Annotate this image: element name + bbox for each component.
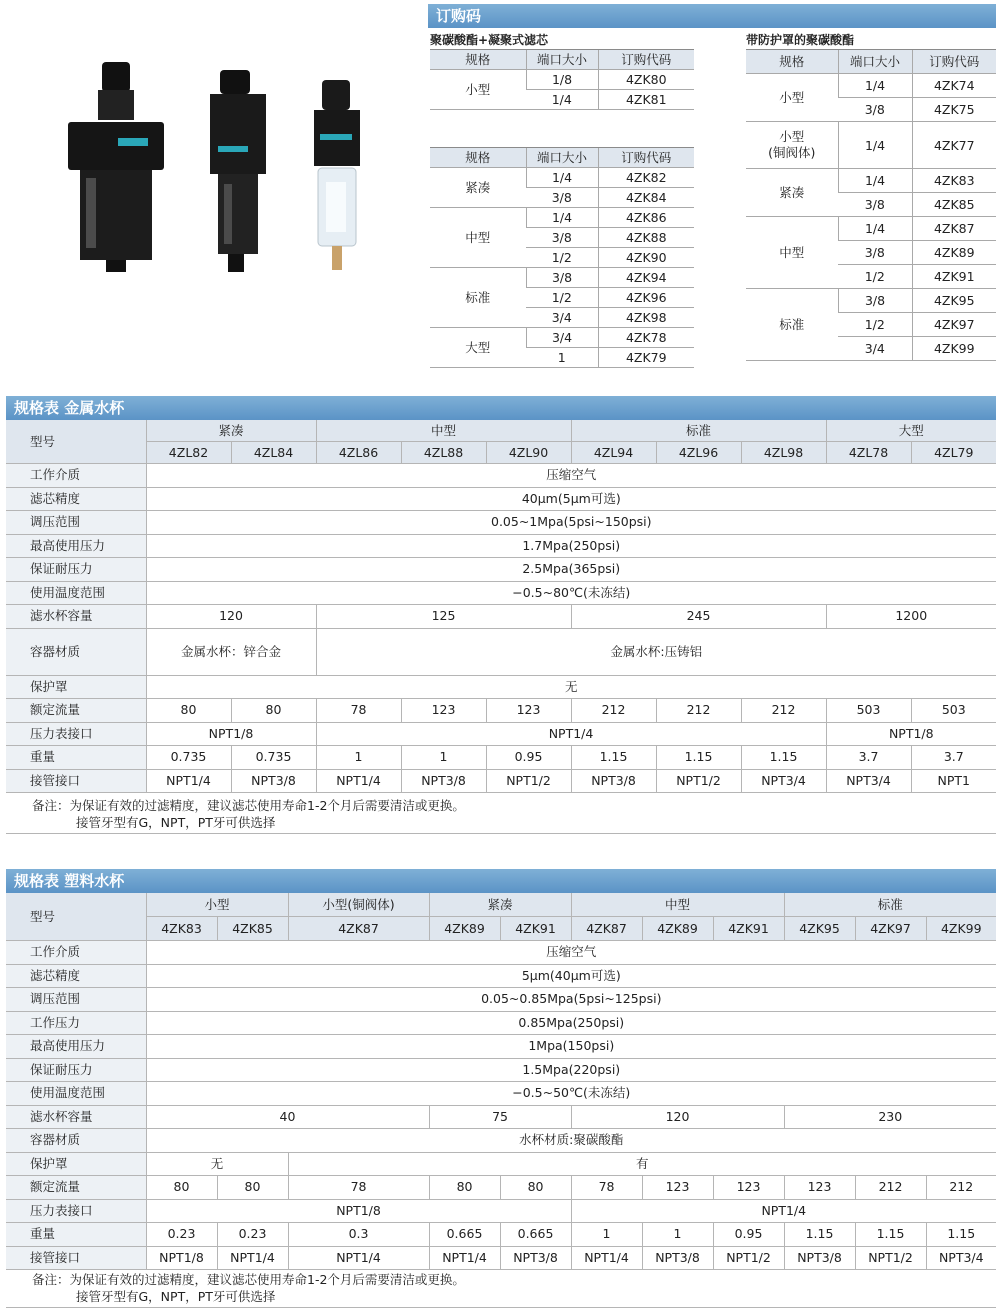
port-cell: 1/4 bbox=[838, 169, 912, 193]
row-value: 80 bbox=[500, 1176, 571, 1200]
row-guard bbox=[6, 1152, 996, 1176]
order-table-guarded bbox=[746, 49, 996, 361]
port-cell: 3/4 bbox=[526, 328, 598, 348]
port-cell: 1/2 bbox=[838, 313, 912, 337]
row-label: 保护罩 bbox=[6, 675, 146, 699]
row-value: NPT1/8 bbox=[146, 1199, 571, 1223]
note-line-1: 备注：为保证有效的过滤精度，建议滤芯使用寿命1-2个月后需要清洁或更换。 bbox=[32, 1272, 465, 1287]
row-label: 重量 bbox=[6, 1223, 146, 1247]
row-port bbox=[6, 1246, 996, 1270]
row-label: 最高使用压力 bbox=[6, 534, 146, 558]
group-label: 紧凑 bbox=[430, 168, 526, 208]
row-value: NPT3/8 bbox=[231, 769, 316, 793]
row-value: 1.15 bbox=[926, 1223, 996, 1247]
plastic-spec-title: 规格表 塑料水杯 bbox=[14, 872, 125, 890]
row-label: 接管接口 bbox=[6, 1246, 146, 1270]
row-port bbox=[6, 769, 996, 793]
row-material bbox=[6, 1129, 996, 1153]
row-value: NPT3/4 bbox=[926, 1246, 996, 1270]
model-cell: 4ZK91 bbox=[500, 917, 571, 941]
order-code-header bbox=[428, 4, 996, 28]
product-photo-filter-clear bbox=[308, 78, 368, 276]
model-cell: 4ZK85 bbox=[217, 917, 288, 941]
header-code: 订购代码 bbox=[598, 50, 694, 70]
metal-spec-table bbox=[6, 420, 996, 793]
row-value: 78 bbox=[316, 699, 401, 723]
port-cell: 1/8 bbox=[526, 70, 598, 90]
group-header-row bbox=[6, 420, 996, 442]
row-capacity bbox=[6, 1105, 996, 1129]
table-row bbox=[746, 74, 996, 98]
row-value: 无 bbox=[146, 675, 996, 699]
model-cell: 4ZL78 bbox=[826, 442, 911, 464]
port-cell: 3/8 bbox=[838, 193, 912, 217]
model-cell: 4ZK95 bbox=[784, 917, 855, 941]
port-cell: 3/8 bbox=[526, 228, 598, 248]
group-header-row bbox=[6, 893, 996, 917]
row-value: 0.05~0.85Mpa(5psi~125psi) bbox=[146, 988, 996, 1012]
metal-spec-title: 规格表 金属水杯 bbox=[14, 399, 125, 417]
code-cell: 4ZK89 bbox=[912, 241, 996, 265]
model-cell: 4ZK83 bbox=[146, 917, 217, 941]
table-row bbox=[746, 169, 996, 193]
row-value: 123 bbox=[713, 1176, 784, 1200]
row-value: 212 bbox=[741, 699, 826, 723]
code-cell: 4ZK97 bbox=[912, 313, 996, 337]
product-photo-filter-medium bbox=[198, 68, 278, 276]
order-table-sizes bbox=[430, 147, 694, 368]
model-cell: 4ZK87 bbox=[288, 917, 429, 941]
row-label: 额定流量 bbox=[6, 1176, 146, 1200]
code-cell: 4ZK91 bbox=[912, 265, 996, 289]
group-compact: 紧凑 bbox=[146, 420, 316, 442]
header-port: 端口大小 bbox=[526, 148, 598, 168]
model-cell: 4ZL88 bbox=[401, 442, 486, 464]
code-cell: 4ZK99 bbox=[912, 337, 996, 361]
group-compact: 紧凑 bbox=[429, 893, 571, 917]
group-label: 紧凑 bbox=[746, 169, 838, 217]
row-value: 0.85Mpa(250psi) bbox=[146, 1011, 996, 1035]
code-cell: 4ZK86 bbox=[598, 208, 694, 228]
code-cell: 4ZK85 bbox=[912, 193, 996, 217]
row-value: 0.23 bbox=[217, 1223, 288, 1247]
row-value: 3.7 bbox=[911, 746, 996, 770]
row-value: 0.665 bbox=[429, 1223, 500, 1247]
row-value: NPT3/8 bbox=[401, 769, 486, 793]
header-spec: 规格 bbox=[430, 50, 526, 70]
row-flow bbox=[6, 699, 996, 723]
row-value: 80 bbox=[146, 1176, 217, 1200]
table-row bbox=[746, 217, 996, 241]
metal-spec-header bbox=[6, 396, 996, 420]
row-value: 金属水杯：锌合金 bbox=[146, 628, 316, 675]
row-value: 2.5Mpa(365psi) bbox=[146, 558, 996, 582]
group-label: 大型 bbox=[430, 328, 526, 368]
model-cell: 4ZK89 bbox=[429, 917, 500, 941]
port-cell: 3/8 bbox=[838, 98, 912, 122]
row-value: −0.5~80℃(未冻结) bbox=[146, 581, 996, 605]
port-cell: 1/4 bbox=[526, 168, 598, 188]
table-row bbox=[430, 208, 694, 228]
row-value: 无 bbox=[146, 1152, 288, 1176]
code-cell: 4ZK79 bbox=[598, 348, 694, 368]
table-row bbox=[746, 122, 996, 169]
code-cell: 4ZK80 bbox=[598, 70, 694, 90]
code-cell: 4ZK74 bbox=[912, 74, 996, 98]
port-cell: 1/2 bbox=[838, 265, 912, 289]
port-cell: 1/2 bbox=[526, 248, 598, 268]
row-value: 503 bbox=[826, 699, 911, 723]
group-medium: 中型 bbox=[316, 420, 571, 442]
row-value: 123 bbox=[486, 699, 571, 723]
row-value: NPT1/4 bbox=[316, 722, 826, 746]
row-label: 额定流量 bbox=[6, 699, 146, 723]
model-cell: 4ZK91 bbox=[713, 917, 784, 941]
row-value: 1 bbox=[316, 746, 401, 770]
row-proof-pressure bbox=[6, 1058, 996, 1082]
group-label: 标准 bbox=[430, 268, 526, 328]
row-value: 1.15 bbox=[855, 1223, 926, 1247]
row-value: 1.15 bbox=[571, 746, 656, 770]
row-value: 有 bbox=[288, 1152, 996, 1176]
row-label: 调压范围 bbox=[6, 511, 146, 535]
model-row bbox=[6, 917, 996, 941]
row-label: 最高使用压力 bbox=[6, 1035, 146, 1059]
row-range bbox=[6, 511, 996, 535]
group-standard: 标准 bbox=[571, 420, 826, 442]
table-header-row bbox=[430, 50, 694, 70]
model-cell: 4ZL98 bbox=[741, 442, 826, 464]
row-medium bbox=[6, 941, 996, 965]
group-label: 中型 bbox=[430, 208, 526, 268]
note-line-1: 备注：为保证有效的过滤精度，建议滤芯使用寿命1-2个月后需要清洁或更换。 bbox=[32, 798, 465, 813]
row-value: 水杯材质:聚碳酸酯 bbox=[146, 1129, 996, 1153]
port-cell: 1/4 bbox=[526, 208, 598, 228]
row-value: 0.95 bbox=[713, 1223, 784, 1247]
row-value: NPT3/8 bbox=[571, 769, 656, 793]
row-value: 40 bbox=[146, 1105, 429, 1129]
port-cell: 3/4 bbox=[838, 337, 912, 361]
row-value: 1.7Mpa(250psi) bbox=[146, 534, 996, 558]
divider bbox=[6, 833, 996, 834]
row-value: 120 bbox=[146, 605, 316, 629]
model-cell: 4ZL90 bbox=[486, 442, 571, 464]
model-label: 型号 bbox=[6, 893, 146, 941]
row-gauge bbox=[6, 722, 996, 746]
row-temperature bbox=[6, 1082, 996, 1106]
order-code-left-subtitle: 聚碳酸酯+凝聚式滤芯 bbox=[430, 33, 549, 47]
port-cell: 1/4 bbox=[838, 74, 912, 98]
divider bbox=[6, 1307, 996, 1308]
note-line-2: 接管牙型有G，NPT，PT牙可供选择 bbox=[76, 1289, 276, 1304]
row-value: 1 bbox=[642, 1223, 713, 1247]
code-cell: 4ZK77 bbox=[912, 122, 996, 169]
table-header-row bbox=[746, 50, 996, 74]
code-cell: 4ZK98 bbox=[598, 308, 694, 328]
row-value: 1.15 bbox=[784, 1223, 855, 1247]
row-value: NPT1/4 bbox=[571, 1199, 996, 1223]
row-guard bbox=[6, 675, 996, 699]
row-value: 压缩空气 bbox=[146, 464, 996, 488]
row-value: 503 bbox=[911, 699, 996, 723]
row-value: 金属水杯:压铸铝 bbox=[316, 628, 996, 675]
row-label: 滤芯精度 bbox=[6, 964, 146, 988]
group-label: 小型 bbox=[430, 70, 526, 110]
group-medium: 中型 bbox=[571, 893, 784, 917]
row-value: NPT1/4 bbox=[316, 769, 401, 793]
row-medium bbox=[6, 464, 996, 488]
model-cell: 4ZL82 bbox=[146, 442, 231, 464]
plastic-spec-table bbox=[6, 893, 996, 1270]
row-value: NPT1/2 bbox=[855, 1246, 926, 1270]
group-label: 中型 bbox=[746, 217, 838, 289]
row-value: 123 bbox=[401, 699, 486, 723]
row-label: 使用温度范围 bbox=[6, 1082, 146, 1106]
header-port: 端口大小 bbox=[838, 50, 912, 74]
row-value: 1.15 bbox=[656, 746, 741, 770]
header-code: 订购代码 bbox=[598, 148, 694, 168]
order-code-right-subtitle: 带防护罩的聚碳酸酯 bbox=[746, 33, 855, 47]
model-cell: 4ZK87 bbox=[571, 917, 642, 941]
table-row bbox=[430, 168, 694, 188]
group-small: 小型 bbox=[146, 893, 288, 917]
row-value: NPT3/8 bbox=[642, 1246, 713, 1270]
row-value: NPT3/4 bbox=[741, 769, 826, 793]
row-value: NPT3/8 bbox=[784, 1246, 855, 1270]
row-value: 80 bbox=[231, 699, 316, 723]
row-value: NPT1/8 bbox=[146, 1246, 217, 1270]
header-code: 订购代码 bbox=[912, 50, 996, 74]
row-precision bbox=[6, 487, 996, 511]
row-value: 1 bbox=[571, 1223, 642, 1247]
order-table-small bbox=[430, 49, 694, 110]
code-cell: 4ZK96 bbox=[598, 288, 694, 308]
row-value: NPT3/8 bbox=[500, 1246, 571, 1270]
header-spec: 规格 bbox=[430, 148, 526, 168]
row-value: NPT1/4 bbox=[571, 1246, 642, 1270]
port-cell: 1 bbox=[526, 348, 598, 368]
row-proof-pressure bbox=[6, 558, 996, 582]
code-cell: 4ZK83 bbox=[912, 169, 996, 193]
row-label: 压力表接口 bbox=[6, 1199, 146, 1223]
group-label bbox=[746, 122, 838, 169]
row-value: 212 bbox=[926, 1176, 996, 1200]
row-label: 滤水杯容量 bbox=[6, 1105, 146, 1129]
row-value: 78 bbox=[571, 1176, 642, 1200]
port-cell: 1/4 bbox=[838, 122, 912, 169]
note-line-2: 接管牙型有G，NPT，PT牙可供选择 bbox=[76, 815, 276, 830]
code-cell: 4ZK94 bbox=[598, 268, 694, 288]
row-value: NPT1/2 bbox=[713, 1246, 784, 1270]
row-value: 1.5Mpa(220psi) bbox=[146, 1058, 996, 1082]
row-value: 40μm(5μm可选) bbox=[146, 487, 996, 511]
row-temperature bbox=[6, 581, 996, 605]
model-cell: 4ZL94 bbox=[571, 442, 656, 464]
row-value: 230 bbox=[784, 1105, 996, 1129]
row-label: 工作介质 bbox=[6, 941, 146, 965]
row-value: 120 bbox=[571, 1105, 784, 1129]
row-max-pressure bbox=[6, 1035, 996, 1059]
row-value: 1Mpa(150psi) bbox=[146, 1035, 996, 1059]
row-gauge bbox=[6, 1199, 996, 1223]
row-value: 75 bbox=[429, 1105, 571, 1129]
row-value: 5μm(40μm可选) bbox=[146, 964, 996, 988]
model-cell: 4ZL79 bbox=[911, 442, 996, 464]
row-value: 212 bbox=[855, 1176, 926, 1200]
group-large: 大型 bbox=[826, 420, 996, 442]
header-port: 端口大小 bbox=[526, 50, 598, 70]
port-cell: 3/8 bbox=[526, 188, 598, 208]
row-value: 80 bbox=[429, 1176, 500, 1200]
order-code-title: 订购码 bbox=[436, 7, 482, 25]
row-max-pressure bbox=[6, 534, 996, 558]
row-value: 80 bbox=[146, 699, 231, 723]
row-value: NPT1/4 bbox=[217, 1246, 288, 1270]
row-label: 保证耐压力 bbox=[6, 1058, 146, 1082]
table-row bbox=[430, 70, 694, 90]
row-value: 0.735 bbox=[231, 746, 316, 770]
row-material bbox=[6, 628, 996, 675]
port-cell: 3/8 bbox=[526, 268, 598, 288]
plastic-spec-header bbox=[6, 869, 996, 893]
row-value: 125 bbox=[316, 605, 571, 629]
row-label: 保证耐压力 bbox=[6, 558, 146, 582]
row-value: NPT1/2 bbox=[486, 769, 571, 793]
code-cell: 4ZK78 bbox=[598, 328, 694, 348]
header-spec: 规格 bbox=[746, 50, 838, 74]
plastic-note bbox=[32, 1271, 465, 1305]
code-cell: 4ZK87 bbox=[912, 217, 996, 241]
group-label: 小型 bbox=[746, 74, 838, 122]
port-cell: 1/4 bbox=[526, 90, 598, 110]
row-value: 0.05~1Mpa(5psi~150psi) bbox=[146, 511, 996, 535]
row-work-pressure bbox=[6, 1011, 996, 1035]
code-cell: 4ZK75 bbox=[912, 98, 996, 122]
row-value: 1.15 bbox=[741, 746, 826, 770]
port-cell: 1/2 bbox=[526, 288, 598, 308]
row-label: 滤芯精度 bbox=[6, 487, 146, 511]
group-label: 标准 bbox=[746, 289, 838, 361]
group-standard: 标准 bbox=[784, 893, 996, 917]
row-value: 1 bbox=[401, 746, 486, 770]
model-row bbox=[6, 442, 996, 464]
model-cell: 4ZK99 bbox=[926, 917, 996, 941]
row-value: 0.3 bbox=[288, 1223, 429, 1247]
row-label: 保护罩 bbox=[6, 1152, 146, 1176]
model-cell: 4ZL96 bbox=[656, 442, 741, 464]
row-value: 0.735 bbox=[146, 746, 231, 770]
row-value: 0.23 bbox=[146, 1223, 217, 1247]
group-label-line1: 小型 bbox=[779, 129, 805, 144]
row-value: 78 bbox=[288, 1176, 429, 1200]
port-cell: 3/8 bbox=[838, 289, 912, 313]
model-cell: 4ZL84 bbox=[231, 442, 316, 464]
row-value: NPT1/4 bbox=[429, 1246, 500, 1270]
row-value: 123 bbox=[642, 1176, 713, 1200]
row-weight bbox=[6, 1223, 996, 1247]
row-value: 1200 bbox=[826, 605, 996, 629]
port-cell: 3/8 bbox=[838, 241, 912, 265]
model-cell: 4ZK89 bbox=[642, 917, 713, 941]
row-weight bbox=[6, 746, 996, 770]
row-flow bbox=[6, 1176, 996, 1200]
code-cell: 4ZK90 bbox=[598, 248, 694, 268]
model-label: 型号 bbox=[6, 420, 146, 464]
metal-note bbox=[32, 797, 465, 831]
row-label: 接管接口 bbox=[6, 769, 146, 793]
row-value: NPT1/4 bbox=[146, 769, 231, 793]
row-value: NPT1/8 bbox=[826, 722, 996, 746]
table-row bbox=[430, 328, 694, 348]
row-label: 压力表接口 bbox=[6, 722, 146, 746]
row-value: 0.665 bbox=[500, 1223, 571, 1247]
row-value: NPT1/4 bbox=[288, 1246, 429, 1270]
group-small-copper: 小型(铜阀体) bbox=[288, 893, 429, 917]
row-label: 容器材质 bbox=[6, 628, 146, 675]
row-value: 212 bbox=[571, 699, 656, 723]
port-cell: 3/4 bbox=[526, 308, 598, 328]
code-cell: 4ZK84 bbox=[598, 188, 694, 208]
row-value: 80 bbox=[217, 1176, 288, 1200]
table-header-row bbox=[430, 148, 694, 168]
row-value: NPT1/2 bbox=[656, 769, 741, 793]
table-row bbox=[430, 268, 694, 288]
product-photo-filter-large bbox=[60, 60, 170, 275]
port-cell: 1/4 bbox=[838, 217, 912, 241]
row-label: 重量 bbox=[6, 746, 146, 770]
model-cell: 4ZL86 bbox=[316, 442, 401, 464]
row-value: NPT3/4 bbox=[826, 769, 911, 793]
row-value: 0.95 bbox=[486, 746, 571, 770]
row-value: 123 bbox=[784, 1176, 855, 1200]
code-cell: 4ZK88 bbox=[598, 228, 694, 248]
model-cell: 4ZK97 bbox=[855, 917, 926, 941]
row-label: 使用温度范围 bbox=[6, 581, 146, 605]
row-label: 工作压力 bbox=[6, 1011, 146, 1035]
row-value: NPT1/8 bbox=[146, 722, 316, 746]
row-value: 压缩空气 bbox=[146, 941, 996, 965]
code-cell: 4ZK82 bbox=[598, 168, 694, 188]
row-label: 工作介质 bbox=[6, 464, 146, 488]
row-value: 245 bbox=[571, 605, 826, 629]
row-capacity bbox=[6, 605, 996, 629]
row-label: 容器材质 bbox=[6, 1129, 146, 1153]
row-value: 212 bbox=[656, 699, 741, 723]
code-cell: 4ZK81 bbox=[598, 90, 694, 110]
table-row bbox=[746, 289, 996, 313]
row-precision bbox=[6, 964, 996, 988]
row-value: NPT1 bbox=[911, 769, 996, 793]
group-label-line2: (铜阀体) bbox=[768, 145, 816, 160]
row-value: −0.5~50℃(未冻结) bbox=[146, 1082, 996, 1106]
row-range bbox=[6, 988, 996, 1012]
row-label: 调压范围 bbox=[6, 988, 146, 1012]
row-value: 3.7 bbox=[826, 746, 911, 770]
row-label: 滤水杯容量 bbox=[6, 605, 146, 629]
code-cell: 4ZK95 bbox=[912, 289, 996, 313]
